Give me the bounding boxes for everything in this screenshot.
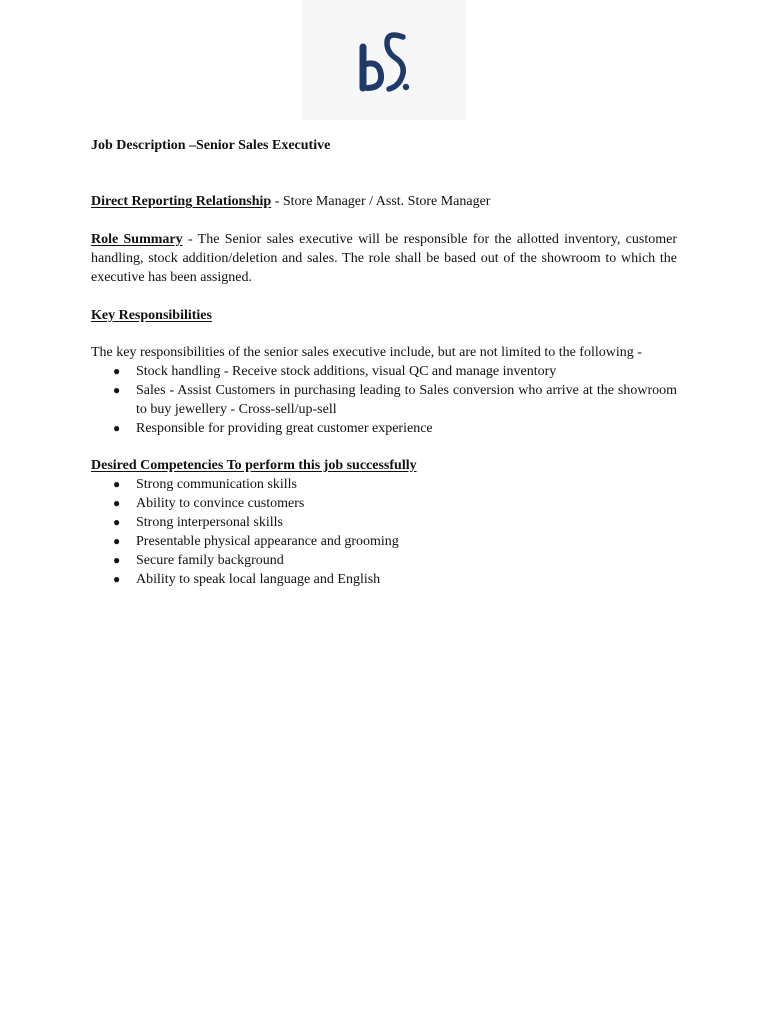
list-item-text: Stock handling - Receive stock additions, visual QC and manage inventory — [136, 364, 557, 379]
reporting-label: Direct Reporting Relationship — [91, 194, 272, 209]
list-item — [91, 419, 677, 438]
list-item-text: Secure family background — [136, 553, 284, 568]
role-summary — [91, 230, 677, 287]
list-item-text: Strong communication skills — [136, 477, 297, 492]
key-responsibilities-intro: The key responsibilities of the senior sales executive include, but are not limited to the following - — [91, 345, 642, 360]
bullet-icon: ● — [113, 553, 121, 567]
role-summary-label: Role Summary — [91, 232, 183, 247]
page-title: Job Description –Senior Sales Executive — [91, 138, 331, 153]
list-item-text: Sales - Assist Customers in purchasing leading to Sales conversion who arrive at the showroom to buy jewellery - Cross-sell/up-sell — [136, 383, 677, 417]
list-item — [91, 475, 677, 494]
reporting-relationship — [91, 192, 677, 211]
bullet-icon: ● — [113, 383, 121, 397]
bullet-icon: ● — [113, 364, 121, 378]
bullet-icon: ● — [113, 421, 121, 435]
list-item — [91, 570, 677, 589]
list-item — [91, 381, 677, 419]
list-item — [91, 513, 677, 532]
bullet-icon: ● — [113, 496, 121, 510]
list-item-text: Ability to convince customers — [136, 496, 305, 511]
list-item — [91, 494, 677, 513]
key-responsibilities-heading: Key Responsibilities — [91, 308, 212, 323]
bullet-icon: ● — [113, 534, 121, 548]
list-item — [91, 532, 677, 551]
bs-monogram-logo-icon — [349, 25, 419, 95]
list-item-text: Ability to speak local language and English — [136, 572, 381, 587]
job-description-document — [91, 136, 677, 589]
key-responsibilities-list — [91, 362, 677, 438]
list-item-text: Responsible for providing great customer experience — [136, 421, 433, 436]
role-summary-text: - The Senior sales executive will be responsible for the allotted inventory, customer handling, stock addition/deletion and sales. The role shall be based out of the showroom to which the executive has been assigned. — [91, 232, 678, 285]
logo-area — [302, 0, 466, 120]
bullet-icon: ● — [113, 572, 121, 586]
competencies-heading: Desired Competencies To perform this job successfully — [91, 458, 417, 473]
list-item-text: Presentable physical appearance and grooming — [136, 534, 399, 549]
competencies-list — [91, 475, 677, 589]
list-item-text: Strong interpersonal skills — [136, 515, 283, 530]
bullet-icon: ● — [113, 515, 121, 529]
bullet-icon: ● — [113, 477, 121, 491]
reporting-text: - Store Manager / Asst. Store Manager — [271, 194, 491, 209]
list-item — [91, 551, 677, 570]
list-item — [91, 362, 677, 381]
